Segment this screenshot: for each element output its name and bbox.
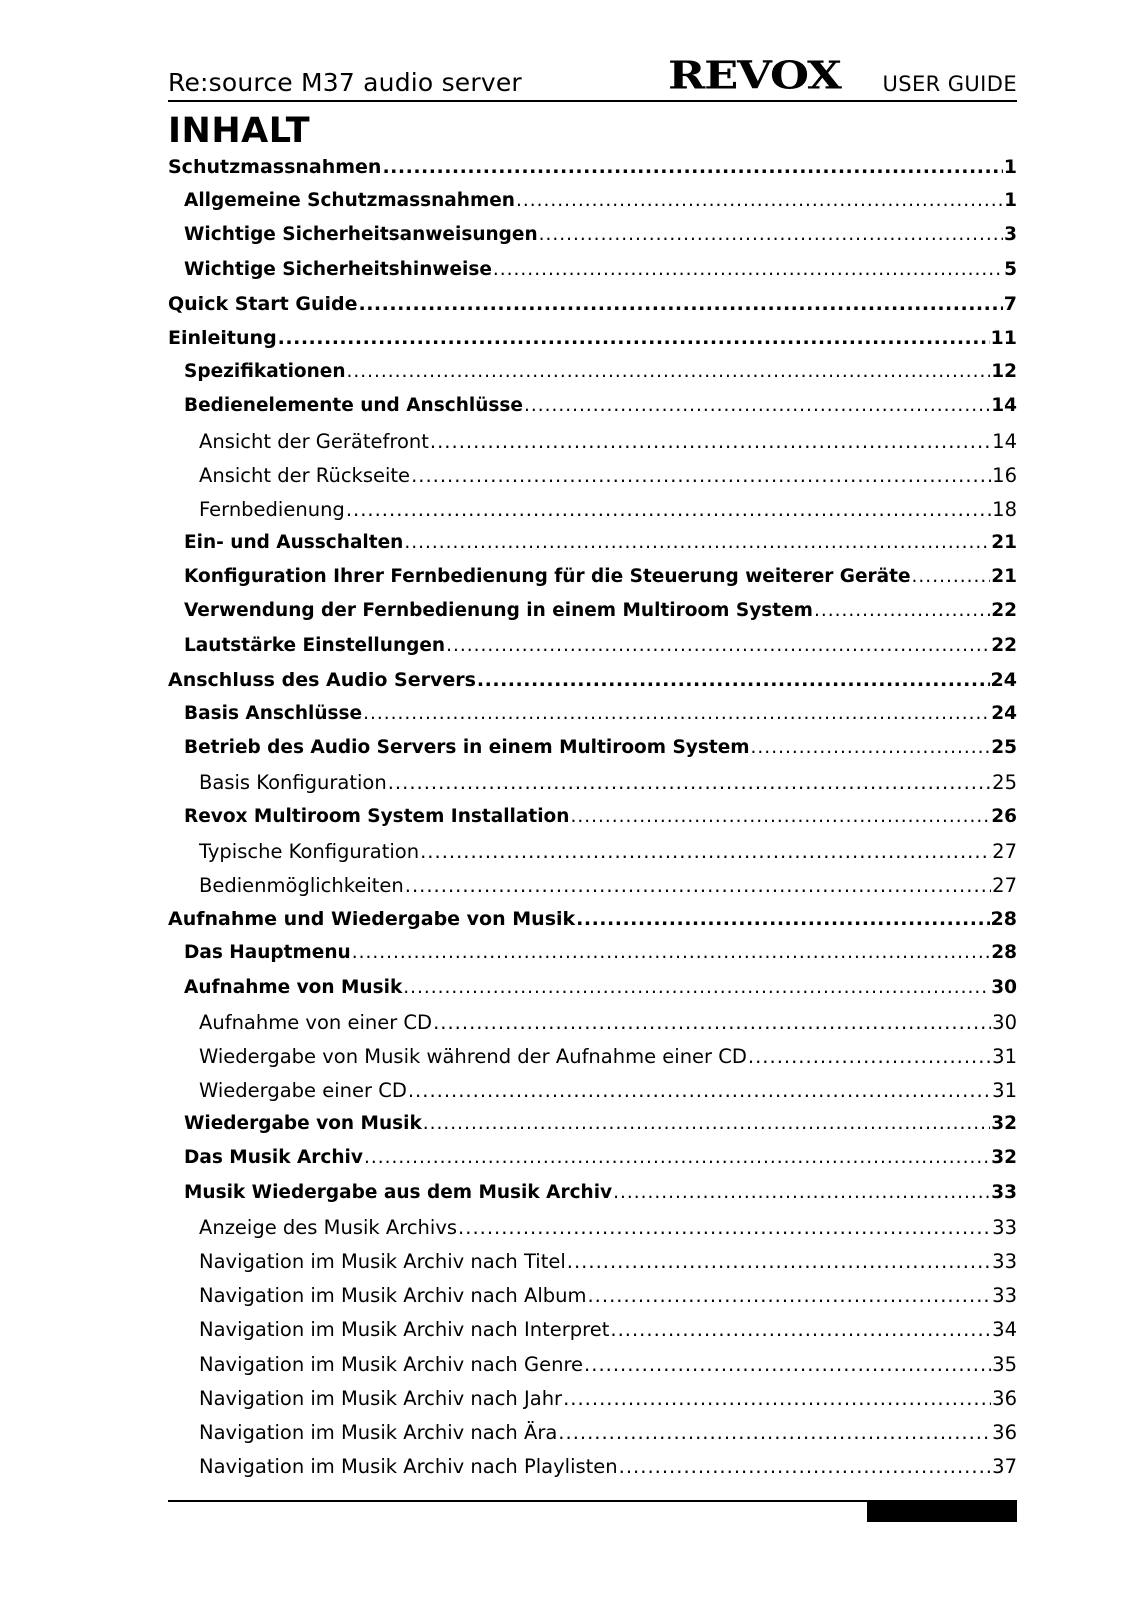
dot-leader: [610, 1318, 991, 1341]
toc-entry-title: Musik Wiedergabe aus dem Musik Archiv: [184, 1181, 613, 1203]
toc-entry[interactable]: [168, 1250, 1017, 1284]
toc-entry-page: 26: [991, 805, 1017, 827]
toc-entry-page: 30: [991, 976, 1017, 998]
dot-leader: [563, 1387, 991, 1410]
toc-entry-title: Betrieb des Audio Servers in einem Multiroom System: [184, 737, 750, 759]
toc-entry[interactable]: [168, 771, 1017, 805]
toc-entry-page: 31: [992, 1079, 1017, 1103]
dot-leader: [405, 874, 991, 897]
dot-leader: [347, 361, 991, 382]
dot-leader: [814, 600, 990, 621]
toc-entry-title: Anschluss des Audio Servers: [168, 668, 476, 691]
toc-entry[interactable]: [168, 1147, 1017, 1181]
dot-leader: [584, 1353, 991, 1376]
toc-entry-title: Ansicht der Gerätefront: [199, 429, 429, 453]
dot-leader: [587, 1284, 991, 1307]
toc-entry[interactable]: [168, 977, 1017, 1011]
toc-entry-page: 24: [991, 703, 1017, 724]
toc-entry[interactable]: [168, 1216, 1017, 1250]
toc-entry[interactable]: [168, 395, 1017, 429]
toc-entry[interactable]: [168, 1079, 1017, 1113]
toc-entry-title: Das Hauptmenu: [184, 942, 351, 964]
dot-leader: [408, 1079, 991, 1102]
toc-entry-title: Navigation im Musik Archiv nach Titel: [199, 1250, 566, 1273]
toc-entry-page: 18: [992, 497, 1017, 521]
toc-entry-title: Allgemeine Schutzmassnahmen: [184, 190, 515, 212]
dot-leader: [613, 1182, 990, 1203]
toc-entry-title: Aufnahme von Musik: [184, 976, 403, 998]
dot-leader: [358, 293, 1002, 315]
dot-leader: [423, 1113, 990, 1134]
toc-entry[interactable]: [168, 806, 1017, 840]
dot-leader: [576, 908, 989, 930]
toc-entry-page: 32: [991, 1147, 1017, 1169]
toc-entry-page: 11: [990, 326, 1017, 349]
toc-entry-title: Aufnahme von einer CD: [199, 1010, 433, 1034]
toc-entry-page: 1: [1003, 156, 1017, 178]
toc-entry[interactable]: [168, 190, 1017, 224]
dot-leader: [363, 703, 990, 724]
toc-entry-page: 21: [991, 566, 1017, 588]
dot-leader: [516, 190, 1003, 211]
toc-entry-page: 37: [992, 1455, 1017, 1479]
toc-entry-title: Anzeige des Musik Archivs: [199, 1215, 458, 1239]
toc-entry[interactable]: [168, 1011, 1017, 1045]
toc-entry-page: 25: [991, 737, 1017, 759]
dot-leader: [567, 1250, 991, 1273]
toc-entry-page: 28: [991, 942, 1017, 964]
toc-entry-page: 14: [992, 429, 1017, 453]
toc-entry-title: Konfiguration Ihrer Fernbedienung für die Steuerung weiterer Geräte: [184, 566, 911, 588]
toc-entry-title: Navigation im Musik Archiv nach Album: [199, 1284, 587, 1308]
toc-entry[interactable]: [168, 224, 1017, 258]
toc-entry[interactable]: [168, 1284, 1017, 1318]
toc-entry-page: 27: [992, 839, 1017, 863]
toc-entry-title: Verwendung der Fernbedienung in einem Multiroom System: [184, 600, 813, 622]
toc-entry[interactable]: [168, 327, 1017, 361]
toc-entry-page: 12: [991, 361, 1017, 383]
dot-leader: [619, 1455, 992, 1478]
toc-entry-title: Navigation im Musik Archiv nach Ära: [199, 1420, 558, 1444]
dot-leader: [558, 1421, 991, 1444]
toc-entry-title: Basis Anschlüsse: [184, 703, 363, 724]
toc-entry-title: Bedienelemente und Anschlüsse: [184, 395, 523, 417]
toc-entry-page: 30: [992, 1010, 1017, 1034]
page-header: [168, 50, 1017, 102]
toc-entry[interactable]: [168, 635, 1017, 669]
toc-entry-page: 25: [992, 771, 1017, 795]
toc-entry-title: Ein- und Ausschalten: [184, 532, 404, 554]
toc-entry-page: 33: [991, 1181, 1017, 1203]
toc-entry-page: 35: [992, 1352, 1017, 1376]
toc-entry[interactable]: [168, 600, 1017, 634]
toc-entry[interactable]: [168, 361, 1017, 395]
toc-entry-title: Lautstärke Einstellungen: [184, 634, 446, 656]
toc-entry-title: Quick Start Guide: [168, 292, 358, 315]
toc-entry-title: Einleitung: [168, 326, 277, 349]
toc-entry[interactable]: [168, 1113, 1017, 1147]
toc-entry[interactable]: [168, 1318, 1017, 1352]
toc-entry-title: Wichtige Sicherheitsanweisungen: [184, 224, 538, 246]
dot-leader: [278, 327, 990, 349]
toc-entry-page: 28: [990, 908, 1017, 931]
revox-logo: REVOX: [668, 53, 841, 98]
footer-tab: [867, 1502, 1017, 1522]
toc-entry-page: 33: [992, 1215, 1017, 1239]
toc-entry[interactable]: [168, 1353, 1017, 1387]
toc-entry-page: 16: [992, 463, 1017, 487]
dot-leader: [388, 771, 991, 794]
toc-entry[interactable]: [168, 498, 1017, 532]
toc-entry-title: Navigation im Musik Archiv nach Interpret: [199, 1318, 610, 1342]
toc-entry-page: 36: [992, 1420, 1017, 1444]
dot-leader: [433, 1011, 991, 1034]
dot-leader: [477, 669, 990, 691]
toc-entry[interactable]: [168, 430, 1017, 464]
dot-leader: [570, 806, 990, 827]
toc-entry-title: Wiedergabe von Musik: [184, 1113, 422, 1135]
toc-entry[interactable]: [168, 942, 1017, 976]
toc-entry-title: Ansicht der Rückseite: [199, 463, 411, 487]
toc-entry-title: Spezifikationen: [184, 361, 346, 383]
toc-entry-title: Basis Konfiguration: [199, 771, 387, 795]
toc-entry[interactable]: [168, 1455, 1017, 1489]
toc-entry-page: 36: [992, 1386, 1017, 1410]
toc-entry-page: 7: [1003, 292, 1017, 315]
toc-entry-page: 27: [992, 873, 1017, 897]
toc-entry-page: 22: [991, 600, 1017, 622]
dot-leader: [403, 977, 990, 998]
toc-entry[interactable]: [168, 874, 1017, 908]
dot-leader: [382, 156, 1002, 178]
toc-entry[interactable]: [168, 156, 1017, 190]
dot-leader: [411, 464, 991, 487]
toc-entry-page: 1: [1004, 190, 1017, 212]
toc-entry[interactable]: [168, 532, 1017, 566]
toc-entry-title: Navigation im Musik Archiv nach Genre: [199, 1352, 584, 1376]
toc-entry-title: Revox Multiroom System Installation: [184, 805, 570, 827]
toc-entry[interactable]: [168, 840, 1017, 874]
toc-entry[interactable]: [168, 1387, 1017, 1421]
toc-entry-title: Fernbedienung: [199, 497, 345, 521]
toc-entry[interactable]: [168, 293, 1017, 327]
toc-entry-title: Typische Konfiguration: [199, 839, 420, 863]
dot-leader: [912, 566, 991, 587]
toc-entry[interactable]: [168, 908, 1017, 942]
dot-leader: [524, 395, 990, 416]
toc-entry[interactable]: [168, 464, 1017, 498]
toc-entry[interactable]: [168, 1421, 1017, 1455]
toc-entry[interactable]: [168, 703, 1017, 737]
toc-entry-page: 5: [1004, 258, 1017, 280]
toc-entry[interactable]: [168, 669, 1017, 703]
dot-leader: [748, 1045, 991, 1068]
toc-entry-title: Wiedergabe einer CD: [199, 1079, 407, 1103]
dot-leader: [352, 942, 991, 963]
dot-leader: [430, 430, 991, 453]
toc-entry-page: 14: [991, 395, 1017, 417]
dot-leader: [404, 532, 990, 553]
toc-entry[interactable]: [168, 259, 1017, 293]
toc-entry-title: Bedienmöglichkeiten: [199, 873, 404, 897]
dot-leader: [364, 1147, 990, 1168]
product-name: Re:source M37 audio server: [168, 68, 522, 97]
dot-leader: [493, 259, 1003, 280]
dot-leader: [751, 737, 991, 758]
table-of-contents: [168, 156, 1017, 1489]
toc-entry-page: 34: [992, 1318, 1017, 1342]
toc-entry[interactable]: [168, 1182, 1017, 1216]
dot-leader: [539, 224, 1003, 245]
toc-entry-page: 31: [992, 1044, 1017, 1068]
toc-entry-page: 33: [992, 1284, 1017, 1308]
dot-leader: [420, 840, 991, 863]
dot-leader: [446, 635, 990, 656]
toc-entry-title: Navigation im Musik Archiv nach Playlisten: [199, 1455, 618, 1479]
page-title: INHALT: [168, 111, 311, 151]
toc-entry[interactable]: [168, 566, 1017, 600]
toc-entry[interactable]: [168, 1045, 1017, 1079]
toc-entry-page: 33: [992, 1250, 1017, 1273]
toc-entry-title: Wichtige Sicherheitshinweise: [184, 258, 492, 280]
toc-entry-title: Aufnahme und Wiedergabe von Musik: [168, 908, 576, 931]
toc-entry-page: 21: [991, 532, 1017, 554]
dot-leader: [458, 1216, 991, 1239]
toc-entry-page: 24: [990, 668, 1017, 691]
toc-entry[interactable]: [168, 737, 1017, 771]
toc-entry-page: 32: [991, 1113, 1017, 1135]
document-type: USER GUIDE: [882, 72, 1017, 96]
toc-entry-title: Das Musik Archiv: [184, 1147, 363, 1169]
toc-entry-page: 22: [991, 634, 1017, 656]
dot-leader: [346, 498, 991, 521]
toc-entry-title: Navigation im Musik Archiv nach Jahr: [199, 1386, 563, 1410]
toc-entry-title: Schutzmassnahmen: [168, 156, 382, 178]
toc-entry-page: 3: [1004, 224, 1017, 246]
toc-entry-title: Wiedergabe von Musik während der Aufnahme einer CD: [199, 1044, 747, 1068]
